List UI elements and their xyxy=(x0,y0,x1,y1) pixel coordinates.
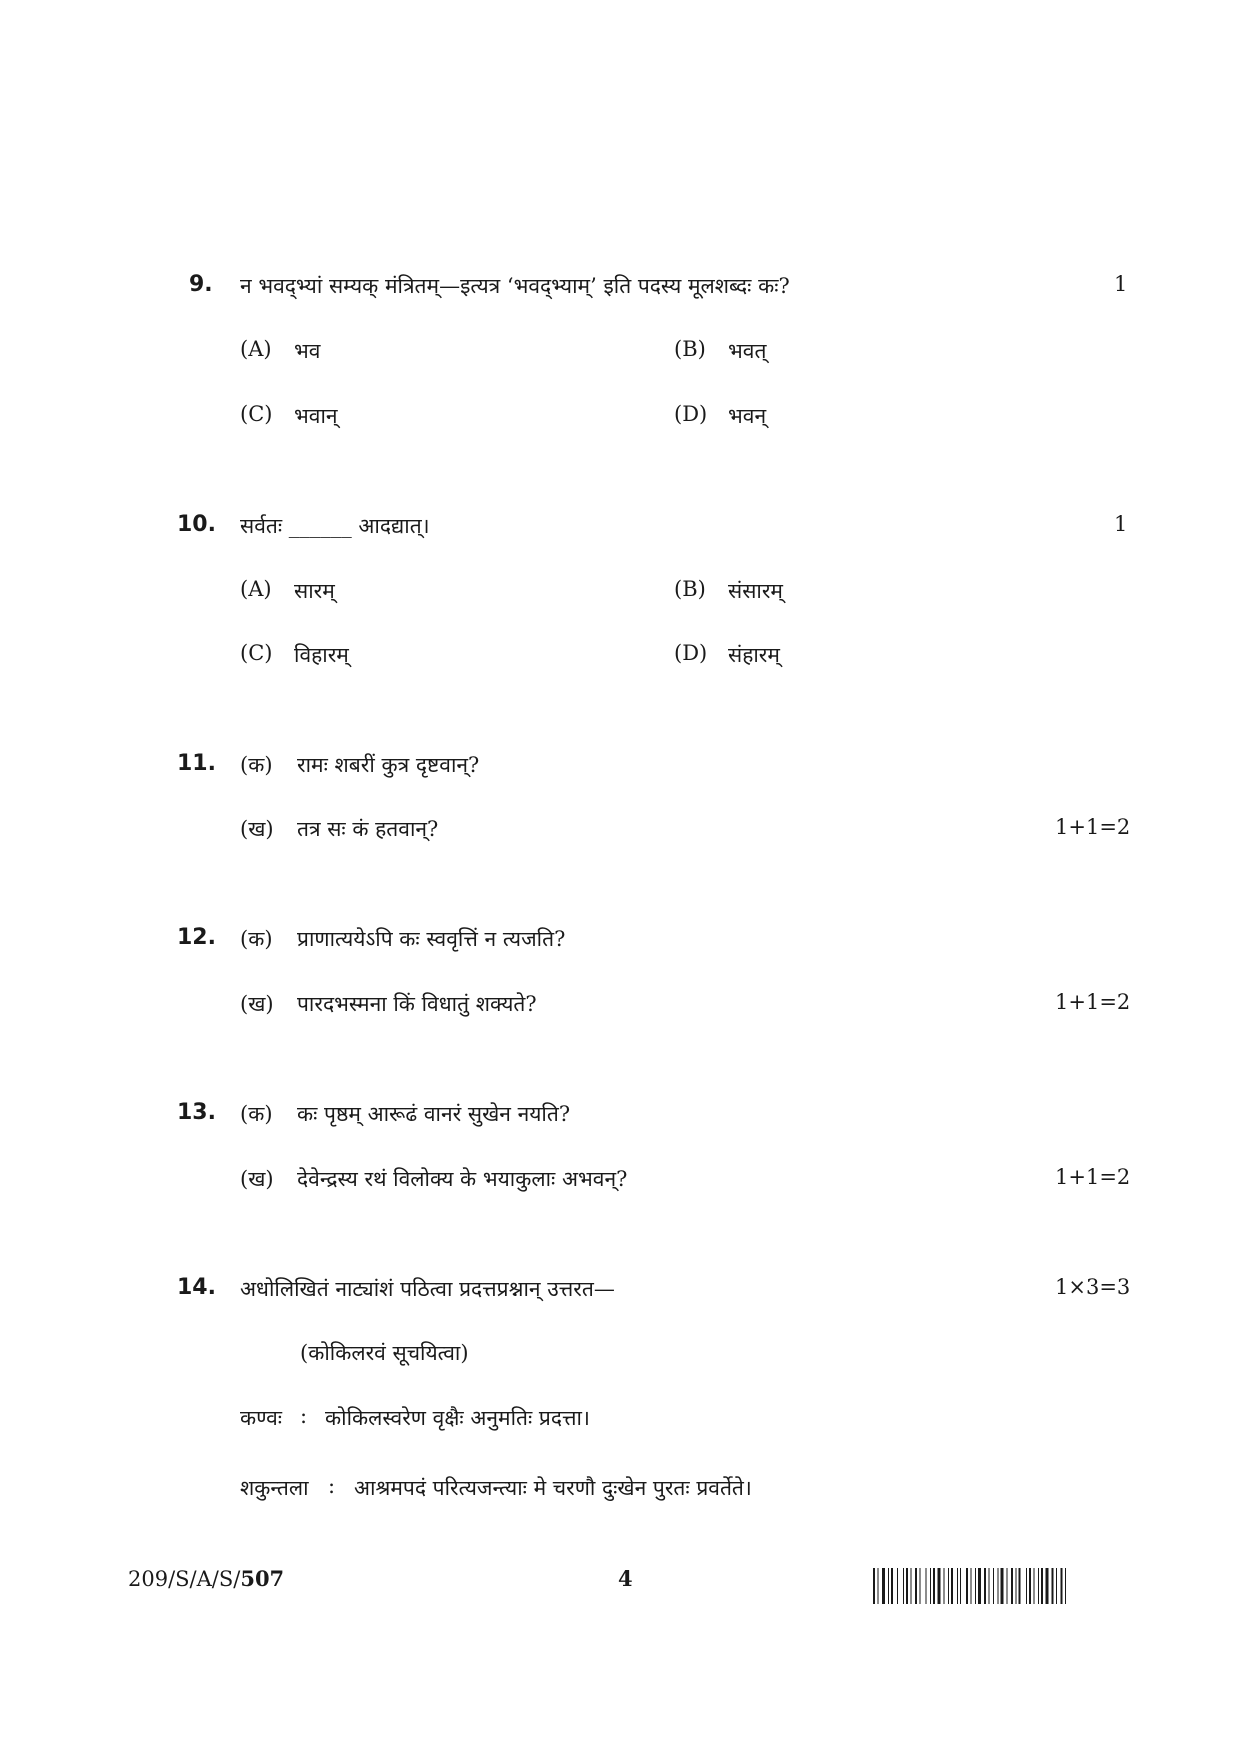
barcode-bar xyxy=(1052,1568,1054,1604)
barcode-bar xyxy=(926,1568,927,1604)
part-label: (ख) xyxy=(240,992,274,1016)
barcode-bar xyxy=(951,1568,953,1604)
part-text: पारदभस्मना किं विधातुं शक्यते? xyxy=(297,992,537,1016)
barcode-bar xyxy=(1046,1568,1049,1604)
part-text: रामः शबरीं कुत्र दृष्टवान्? xyxy=(297,753,480,777)
paper-code-suffix: 507 xyxy=(240,1566,285,1591)
question-text: अधोलिखितं नाट्यांशं पठित्वा प्रदत्तप्रश्नान् उत्तरत— xyxy=(240,1277,615,1301)
part-label: (ख) xyxy=(240,1167,274,1191)
part-text: प्राणात्ययेऽपि कः स्ववृत्तिं न त्यजति? xyxy=(297,927,566,951)
barcode-bar xyxy=(1065,1568,1066,1604)
barcode-bar xyxy=(906,1568,908,1604)
question-marks: 1 xyxy=(1114,272,1128,296)
part-text: कः पृष्ठम् आरूढं वानरं सुखेन नयति? xyxy=(297,1102,571,1126)
question-number: 11. xyxy=(177,751,216,776)
barcode-icon xyxy=(873,1568,1131,1604)
barcode-bar xyxy=(1029,1568,1031,1604)
stage-direction: (कोकिलरवं सूचयित्वा) xyxy=(300,1341,469,1365)
barcode-bar xyxy=(878,1568,879,1604)
question-marks: 1+1=2 xyxy=(1055,990,1131,1014)
barcode-bar xyxy=(891,1568,893,1604)
question-number: 10. xyxy=(177,512,216,537)
part-label: (ख) xyxy=(240,817,274,841)
option-label: (D) xyxy=(674,402,708,426)
part-text: तत्र सः कं हतवान्? xyxy=(297,817,439,841)
option-label: (B) xyxy=(674,577,706,601)
barcode-bar xyxy=(1016,1568,1017,1604)
barcode-bar xyxy=(882,1568,885,1604)
barcode-bar xyxy=(966,1568,968,1604)
question-number: 12. xyxy=(177,925,216,950)
barcode-bar xyxy=(993,1568,994,1604)
question-number: 13. xyxy=(177,1100,216,1125)
dialogue-separator: : xyxy=(328,1474,336,1498)
barcode-bar xyxy=(975,1568,976,1604)
barcode-bar xyxy=(960,1568,961,1604)
option-text: सारम् xyxy=(294,579,335,603)
barcode-bar xyxy=(1038,1568,1039,1604)
dialogue-line: कोकिलस्वरेण वृक्षैः अनुमतिः प्रदत्ता। xyxy=(325,1406,590,1430)
barcode-bar xyxy=(888,1568,889,1604)
option-label: (C) xyxy=(240,641,273,665)
barcode-bar xyxy=(1056,1568,1057,1604)
part-label: (क) xyxy=(240,927,273,951)
barcode-bar xyxy=(1011,1568,1013,1604)
option-text: भवत् xyxy=(728,339,767,363)
dialogue-speaker: कण्वः xyxy=(240,1406,283,1430)
question-number: 14. xyxy=(177,1275,216,1300)
question-marks: 1×3=3 xyxy=(1055,1275,1131,1299)
option-label: (A) xyxy=(240,337,272,361)
barcode-bar xyxy=(897,1568,898,1604)
barcode-bar xyxy=(1026,1568,1027,1604)
barcode-bar xyxy=(920,1568,921,1604)
option-text: भव xyxy=(294,339,321,363)
dialogue-separator: : xyxy=(300,1404,308,1428)
option-label: (B) xyxy=(674,337,706,361)
barcode-bar xyxy=(1034,1568,1035,1604)
barcode-bar xyxy=(948,1568,949,1604)
dialogue-speaker: शकुन्तला xyxy=(240,1476,309,1500)
barcode-bar xyxy=(938,1568,941,1604)
barcode-bar xyxy=(971,1568,972,1604)
barcode-bar xyxy=(933,1568,935,1604)
barcode-bar xyxy=(1061,1568,1063,1604)
question-text: न भवद्भ्यां सम्यक् मंत्रितम्—इत्यत्र ‘भवद्भ्याम्’ इति पदस्य मूलशब्दः कः? xyxy=(240,274,790,298)
paper-code-prefix: 209/S/A/S/ xyxy=(128,1567,241,1591)
barcode-bar xyxy=(911,1568,912,1604)
paper-code xyxy=(128,1566,284,1591)
barcode-bar xyxy=(989,1568,990,1604)
option-text: विहारम् xyxy=(294,643,349,667)
option-label: (A) xyxy=(240,577,272,601)
option-text: संसारम् xyxy=(728,579,783,603)
dialogue-line: आश्रमपदं परित्यजन्त्याः मे चरणौ दुःखेन पुरतः प्रवर्तेते। xyxy=(354,1476,752,1500)
part-label: (क) xyxy=(240,1102,273,1126)
barcode-bar xyxy=(957,1568,958,1604)
page-number: 4 xyxy=(618,1566,633,1591)
barcode-bar xyxy=(930,1568,931,1604)
option-text: भवान् xyxy=(294,404,338,428)
barcode-bar xyxy=(1041,1568,1043,1604)
barcode-bar xyxy=(984,1568,986,1604)
question-marks: 1+1=2 xyxy=(1055,815,1131,839)
barcode-bar xyxy=(944,1568,945,1604)
barcode-bar xyxy=(998,1568,999,1604)
barcode-bar xyxy=(915,1568,917,1604)
barcode-bar xyxy=(1001,1568,1004,1604)
question-text: सर्वतः ______ आदद्यात्। xyxy=(240,514,430,538)
option-text: संहारम् xyxy=(728,643,780,667)
question-marks: 1 xyxy=(1114,512,1128,536)
option-text: भवन् xyxy=(728,404,767,428)
question-number: 9. xyxy=(189,272,213,297)
question-marks: 1+1=2 xyxy=(1055,1165,1131,1189)
option-label: (C) xyxy=(240,402,273,426)
barcode-bar xyxy=(903,1568,904,1604)
part-text: देवेन्द्रस्य रथं विलोक्य के भयाकुलाः अभवन्? xyxy=(297,1167,628,1191)
option-label: (D) xyxy=(674,641,708,665)
part-label: (क) xyxy=(240,753,273,777)
barcode-bar xyxy=(1007,1568,1008,1604)
barcode-bar xyxy=(978,1568,981,1604)
barcode-bar xyxy=(1019,1568,1021,1604)
barcode-bar xyxy=(873,1568,875,1604)
